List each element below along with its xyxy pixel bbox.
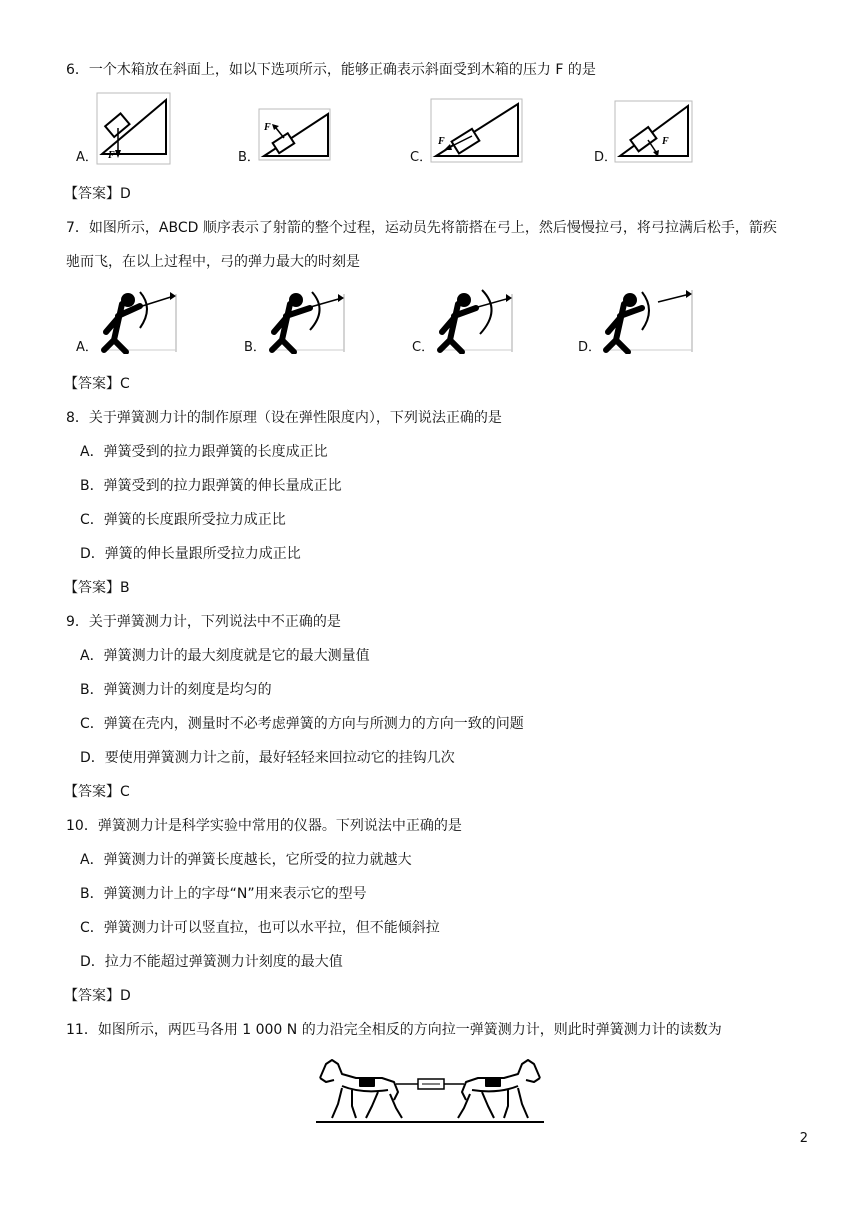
q9-option-b: B．弹簧测力计的刻度是均匀的 <box>80 682 272 698</box>
question-7-answer: 【答案】C <box>64 376 130 392</box>
question-9-answer: 【答案】C <box>64 784 130 800</box>
question-6-text: 6．一个木箱放在斜面上，如以下选项所示，能够正确表示斜面受到木箱的压力 F 的是 <box>66 62 596 78</box>
q8-option-a: A．弹簧受到的拉力跟弹簧的长度成正比 <box>80 444 328 460</box>
q7-option-b-figure <box>264 288 350 354</box>
q6-d-force-label: F <box>662 136 669 147</box>
right-horse-icon <box>458 1060 540 1118</box>
question-10-text: 10．弹簧测力计是科学实验中常用的仪器。下列说法中正确的是 <box>66 818 462 834</box>
question-10-answer: 【答案】D <box>64 988 131 1004</box>
q6-option-d-label: D． <box>594 150 618 165</box>
q8-option-b: B．弹簧受到的拉力跟弹簧的伸长量成正比 <box>80 478 342 494</box>
q11-horses-figure <box>312 1052 548 1126</box>
q6-option-a-figure <box>96 92 172 166</box>
q9-option-d: D．要使用弹簧测力计之前，最好轻轻来回拉动它的挂钩几次 <box>80 750 455 766</box>
q9-option-a: A．弹簧测力计的最大刻度就是它的最大测量值 <box>80 648 370 664</box>
q10-option-a: A．弹簧测力计的弹簧长度越长，它所受的拉力就越大 <box>80 852 412 868</box>
left-horse-icon <box>320 1060 402 1118</box>
question-9-text: 9．关于弹簧测力计，下列说法中不正确的是 <box>66 614 341 630</box>
q7-option-d-label: D． <box>578 340 602 355</box>
q6-option-b-label: B． <box>238 150 260 165</box>
q9-option-c: C．弹簧在壳内，测量时不必考虑弹簧的方向与所测力的方向一致的问题 <box>80 716 524 732</box>
q6-b-force-label: F <box>264 122 271 133</box>
q10-option-c: C．弹簧测力计可以竖直拉，也可以水平拉，但不能倾斜拉 <box>80 920 440 936</box>
q6-c-force-label: F <box>438 136 445 147</box>
q8-option-c: C．弹簧的长度跟所受拉力成正比 <box>80 512 286 528</box>
q6-option-d-figure <box>614 100 694 164</box>
question-7-text-line1: 7．如图所示，ABCD 顺序表示了射箭的整个过程，运动员先将箭搭在弓上，然后慢慢拉弓，将弓拉满后松手，箭疾 <box>66 220 777 236</box>
question-8-text: 8．关于弹簧测力计的制作原理（设在弹性限度内），下列说法正确的是 <box>66 410 502 426</box>
q7-option-b-label: B． <box>244 340 266 355</box>
question-8-answer: 【答案】B <box>64 580 130 596</box>
question-11-text: 11．如图所示，两匹马各用 1 000 N 的力沿完全相反的方向拉一弹簧测力计，则此时弹簧测力计的读数为 <box>66 1022 722 1038</box>
question-6-answer: 【答案】D <box>64 186 131 202</box>
q6-option-c-figure <box>430 98 524 164</box>
q8-option-d: D．弹簧的伸长量跟所受拉力成正比 <box>80 546 301 562</box>
q7-option-c-label: C． <box>412 340 435 355</box>
q10-option-b: B．弹簧测力计上的字母“N”用来表示它的型号 <box>80 886 367 902</box>
q7-option-a-label: A． <box>76 340 98 355</box>
q7-option-d-figure <box>598 288 698 354</box>
q7-option-a-figure <box>96 288 182 354</box>
page-number: 2 <box>799 1131 808 1146</box>
q6-option-c-label: C． <box>410 150 433 165</box>
q6-a-force-label: F <box>108 150 115 161</box>
q6-option-a-label: A． <box>76 150 98 165</box>
question-7-text-line2: 驰而飞，在以上过程中，弓的弹力最大的时刻是 <box>66 254 360 270</box>
q7-option-c-figure <box>432 288 518 354</box>
q6-option-b-figure <box>258 108 332 162</box>
q10-option-d: D．拉力不能超过弹簧测力计刻度的最大值 <box>80 954 343 970</box>
